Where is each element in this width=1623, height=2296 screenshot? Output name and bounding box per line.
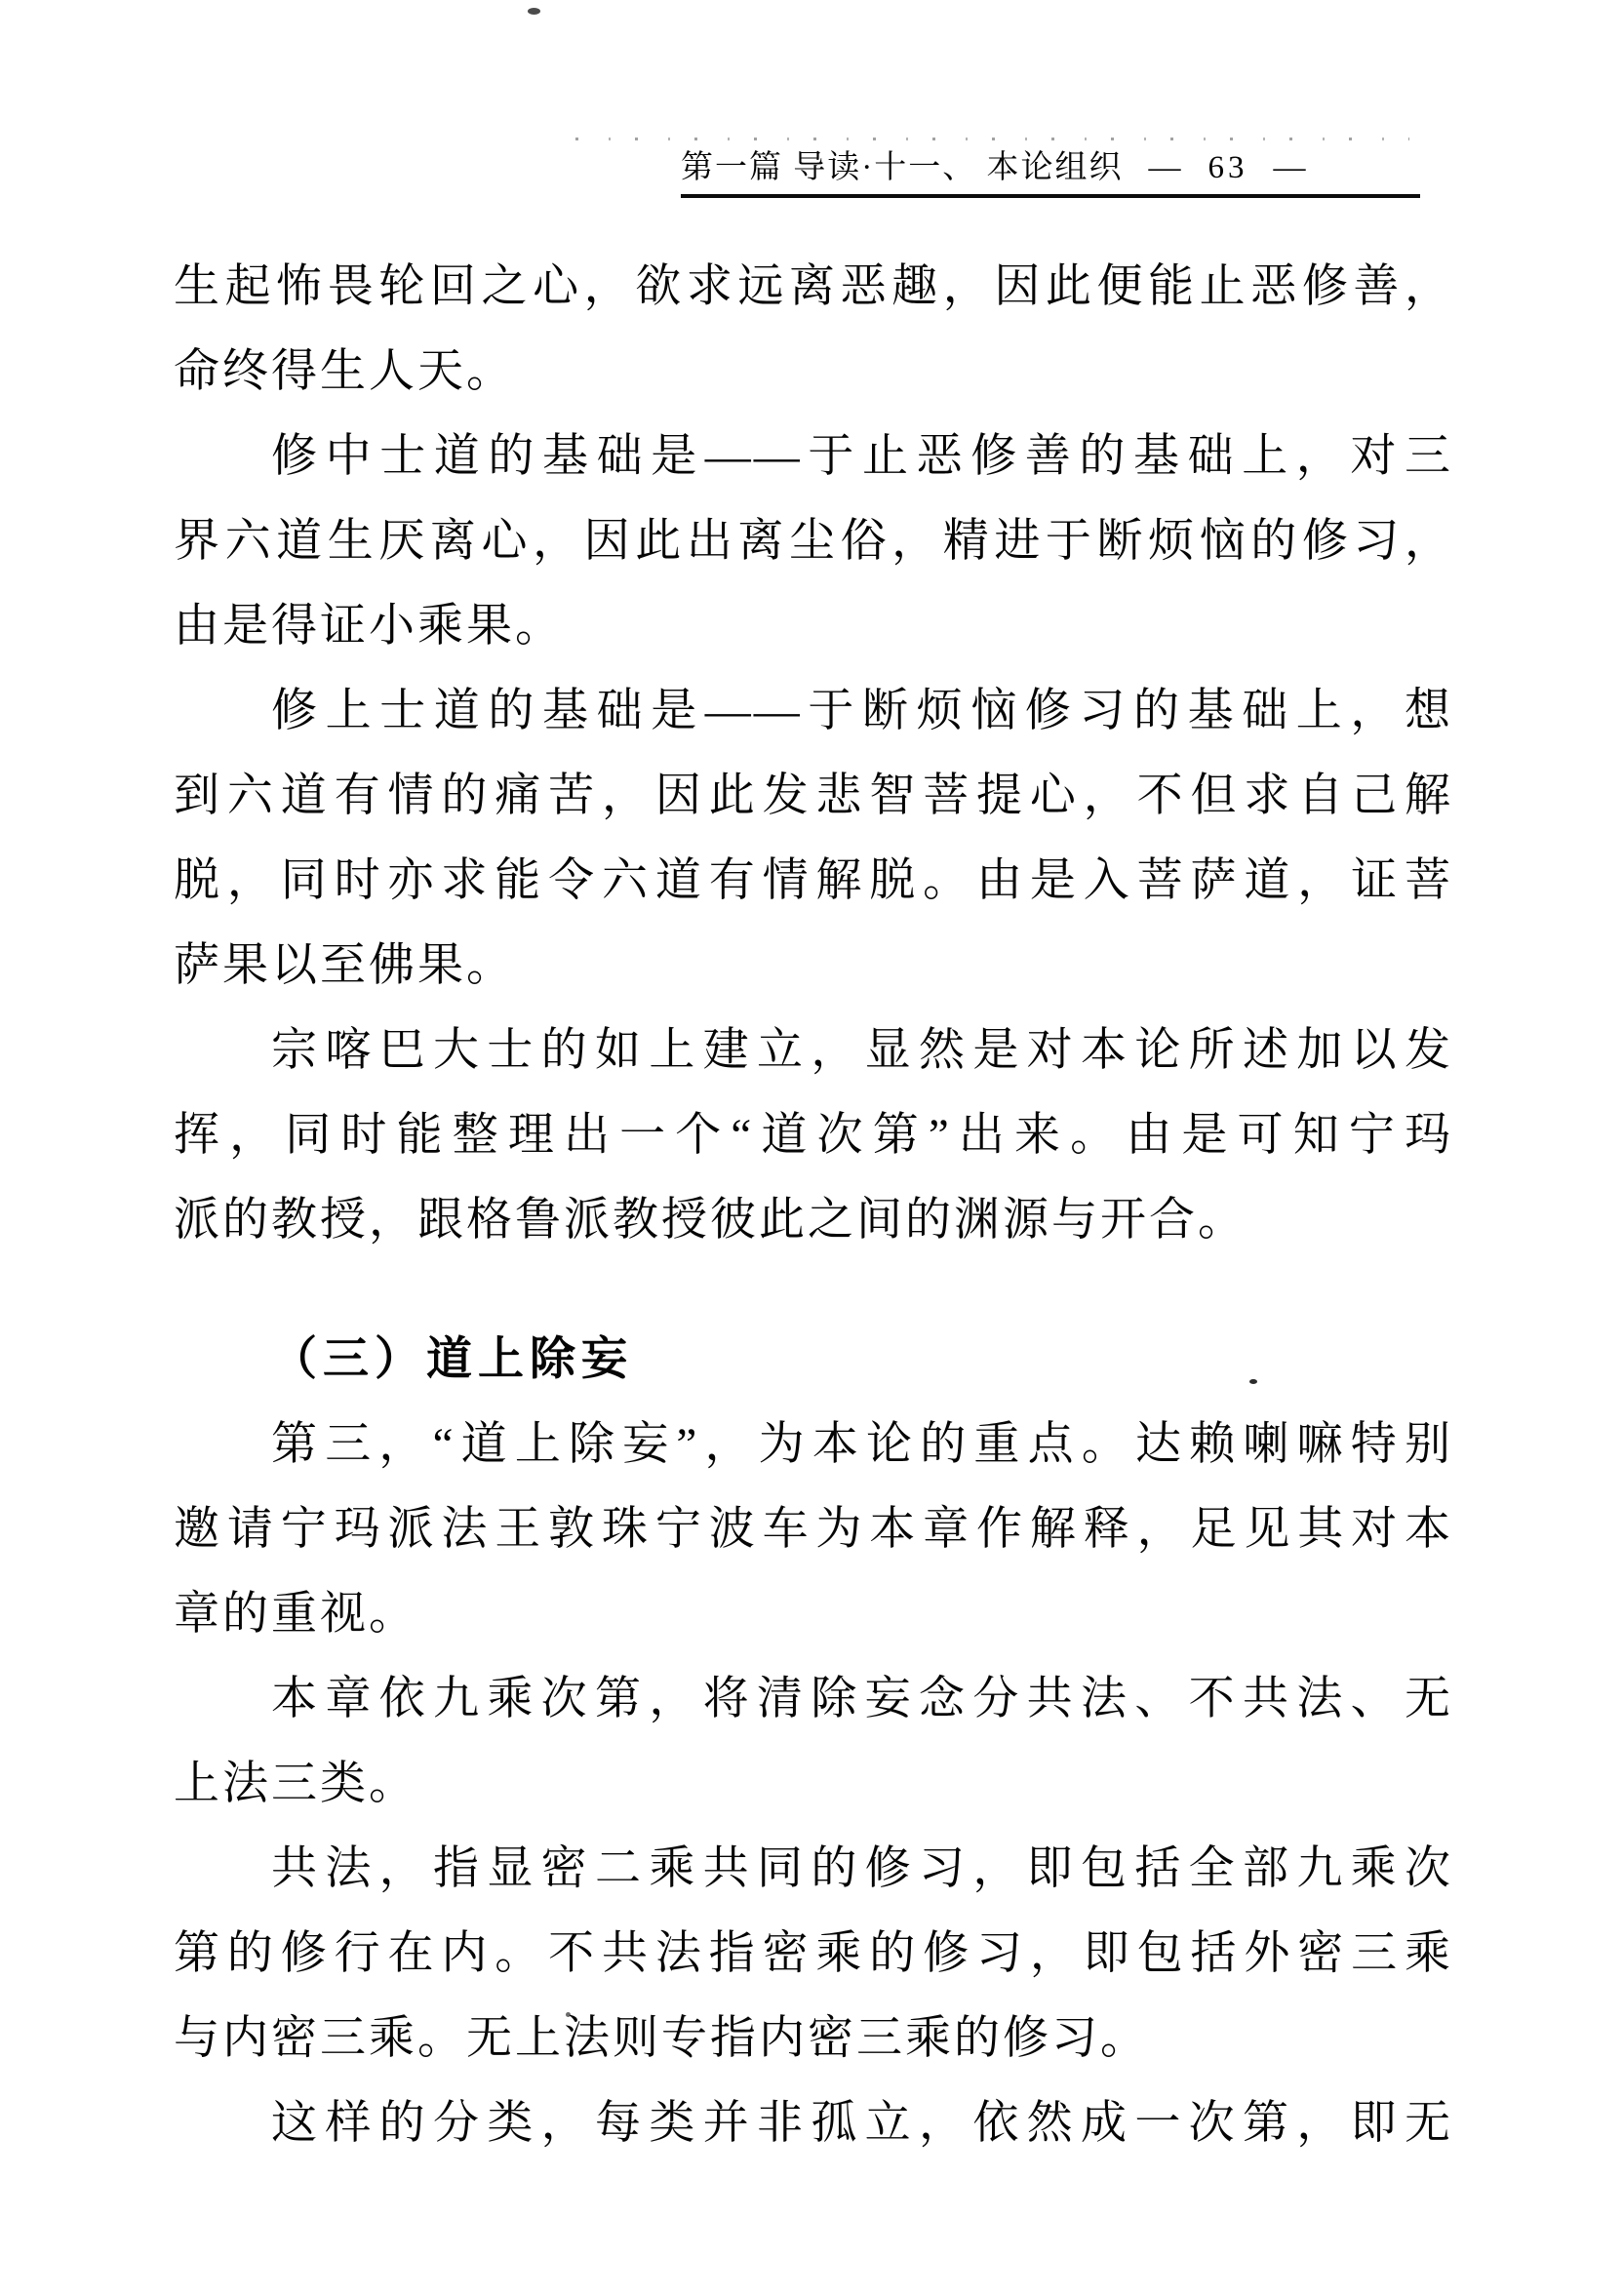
text-line: 章的重视。 — [174, 1589, 417, 1640]
text-line: 到六道有情的痛苦，因此发悲智菩提心，不但求自己解 — [174, 771, 1453, 821]
header-chapter-title: 第一篇 导读·十一、 本论组织 — [681, 150, 1124, 185]
text-line: 派的教授，跟格鲁派教授彼此之间的渊源与开合。 — [174, 1195, 1247, 1246]
header-dash-left: — — [1148, 150, 1183, 185]
running-header — [681, 146, 1420, 198]
section-heading: （三）道上除妄 — [271, 1334, 633, 1385]
text-line: 萨果以至佛果。 — [174, 940, 515, 991]
header-dash-right: — — [1273, 150, 1308, 185]
text-line: 修上士道的基础是——于断烦恼修习的基础上，想 — [271, 686, 1453, 736]
text-line: 本章依九乘次第，将清除妄念分共法、不共法、无 — [271, 1674, 1453, 1724]
text-line: 第的修行在内。不共法指密乘的修习，即包括外密三乘 — [174, 1928, 1453, 1979]
text-line: 邀请宁玛派法王敦珠宁波车为本章作解释，足见其对本 — [174, 1504, 1453, 1555]
scan-noise-line — [575, 138, 1409, 140]
text-line: 共法，指显密二乘共同的修习，即包括全部九乘次 — [271, 1843, 1453, 1894]
text-line: 生起怖畏轮回之心，欲求远离恶趣，因此便能止恶修善， — [174, 261, 1453, 312]
text-line: 挥，同时能整理出一个“道次第”出来。由是可知宁玛 — [174, 1110, 1453, 1161]
text-line: 由是得证小乘果。 — [174, 601, 564, 652]
text-line: 上法三类。 — [174, 1759, 417, 1809]
text-line: 宗喀巴大士的如上建立，显然是对本论所述加以发 — [271, 1025, 1453, 1076]
text-line: 脱，同时亦求能令六道有情解脱。由是入菩萨道，证菩 — [174, 855, 1453, 906]
scan-speck — [528, 8, 540, 15]
page-number: 63 — [1207, 150, 1248, 185]
text-line: 与内密三乘。无上法则专指内密三乘的修习。 — [174, 2013, 1149, 2064]
text-line: 界六道生厌离心，因此出离尘俗，精进于断烦恼的修习， — [174, 516, 1453, 567]
body-text-block — [174, 245, 1453, 2166]
text-line: 第三，“道上除妄”，为本论的重点。达赖喇嘛特别 — [271, 1419, 1453, 1470]
text-line: 修中士道的基础是——于止恶修善的基础上，对三 — [271, 431, 1453, 482]
text-line: 命终得生人天。 — [174, 346, 515, 397]
text-line: 这样的分类，每类并非孤立，依然成一次第，即无 — [271, 2098, 1453, 2149]
